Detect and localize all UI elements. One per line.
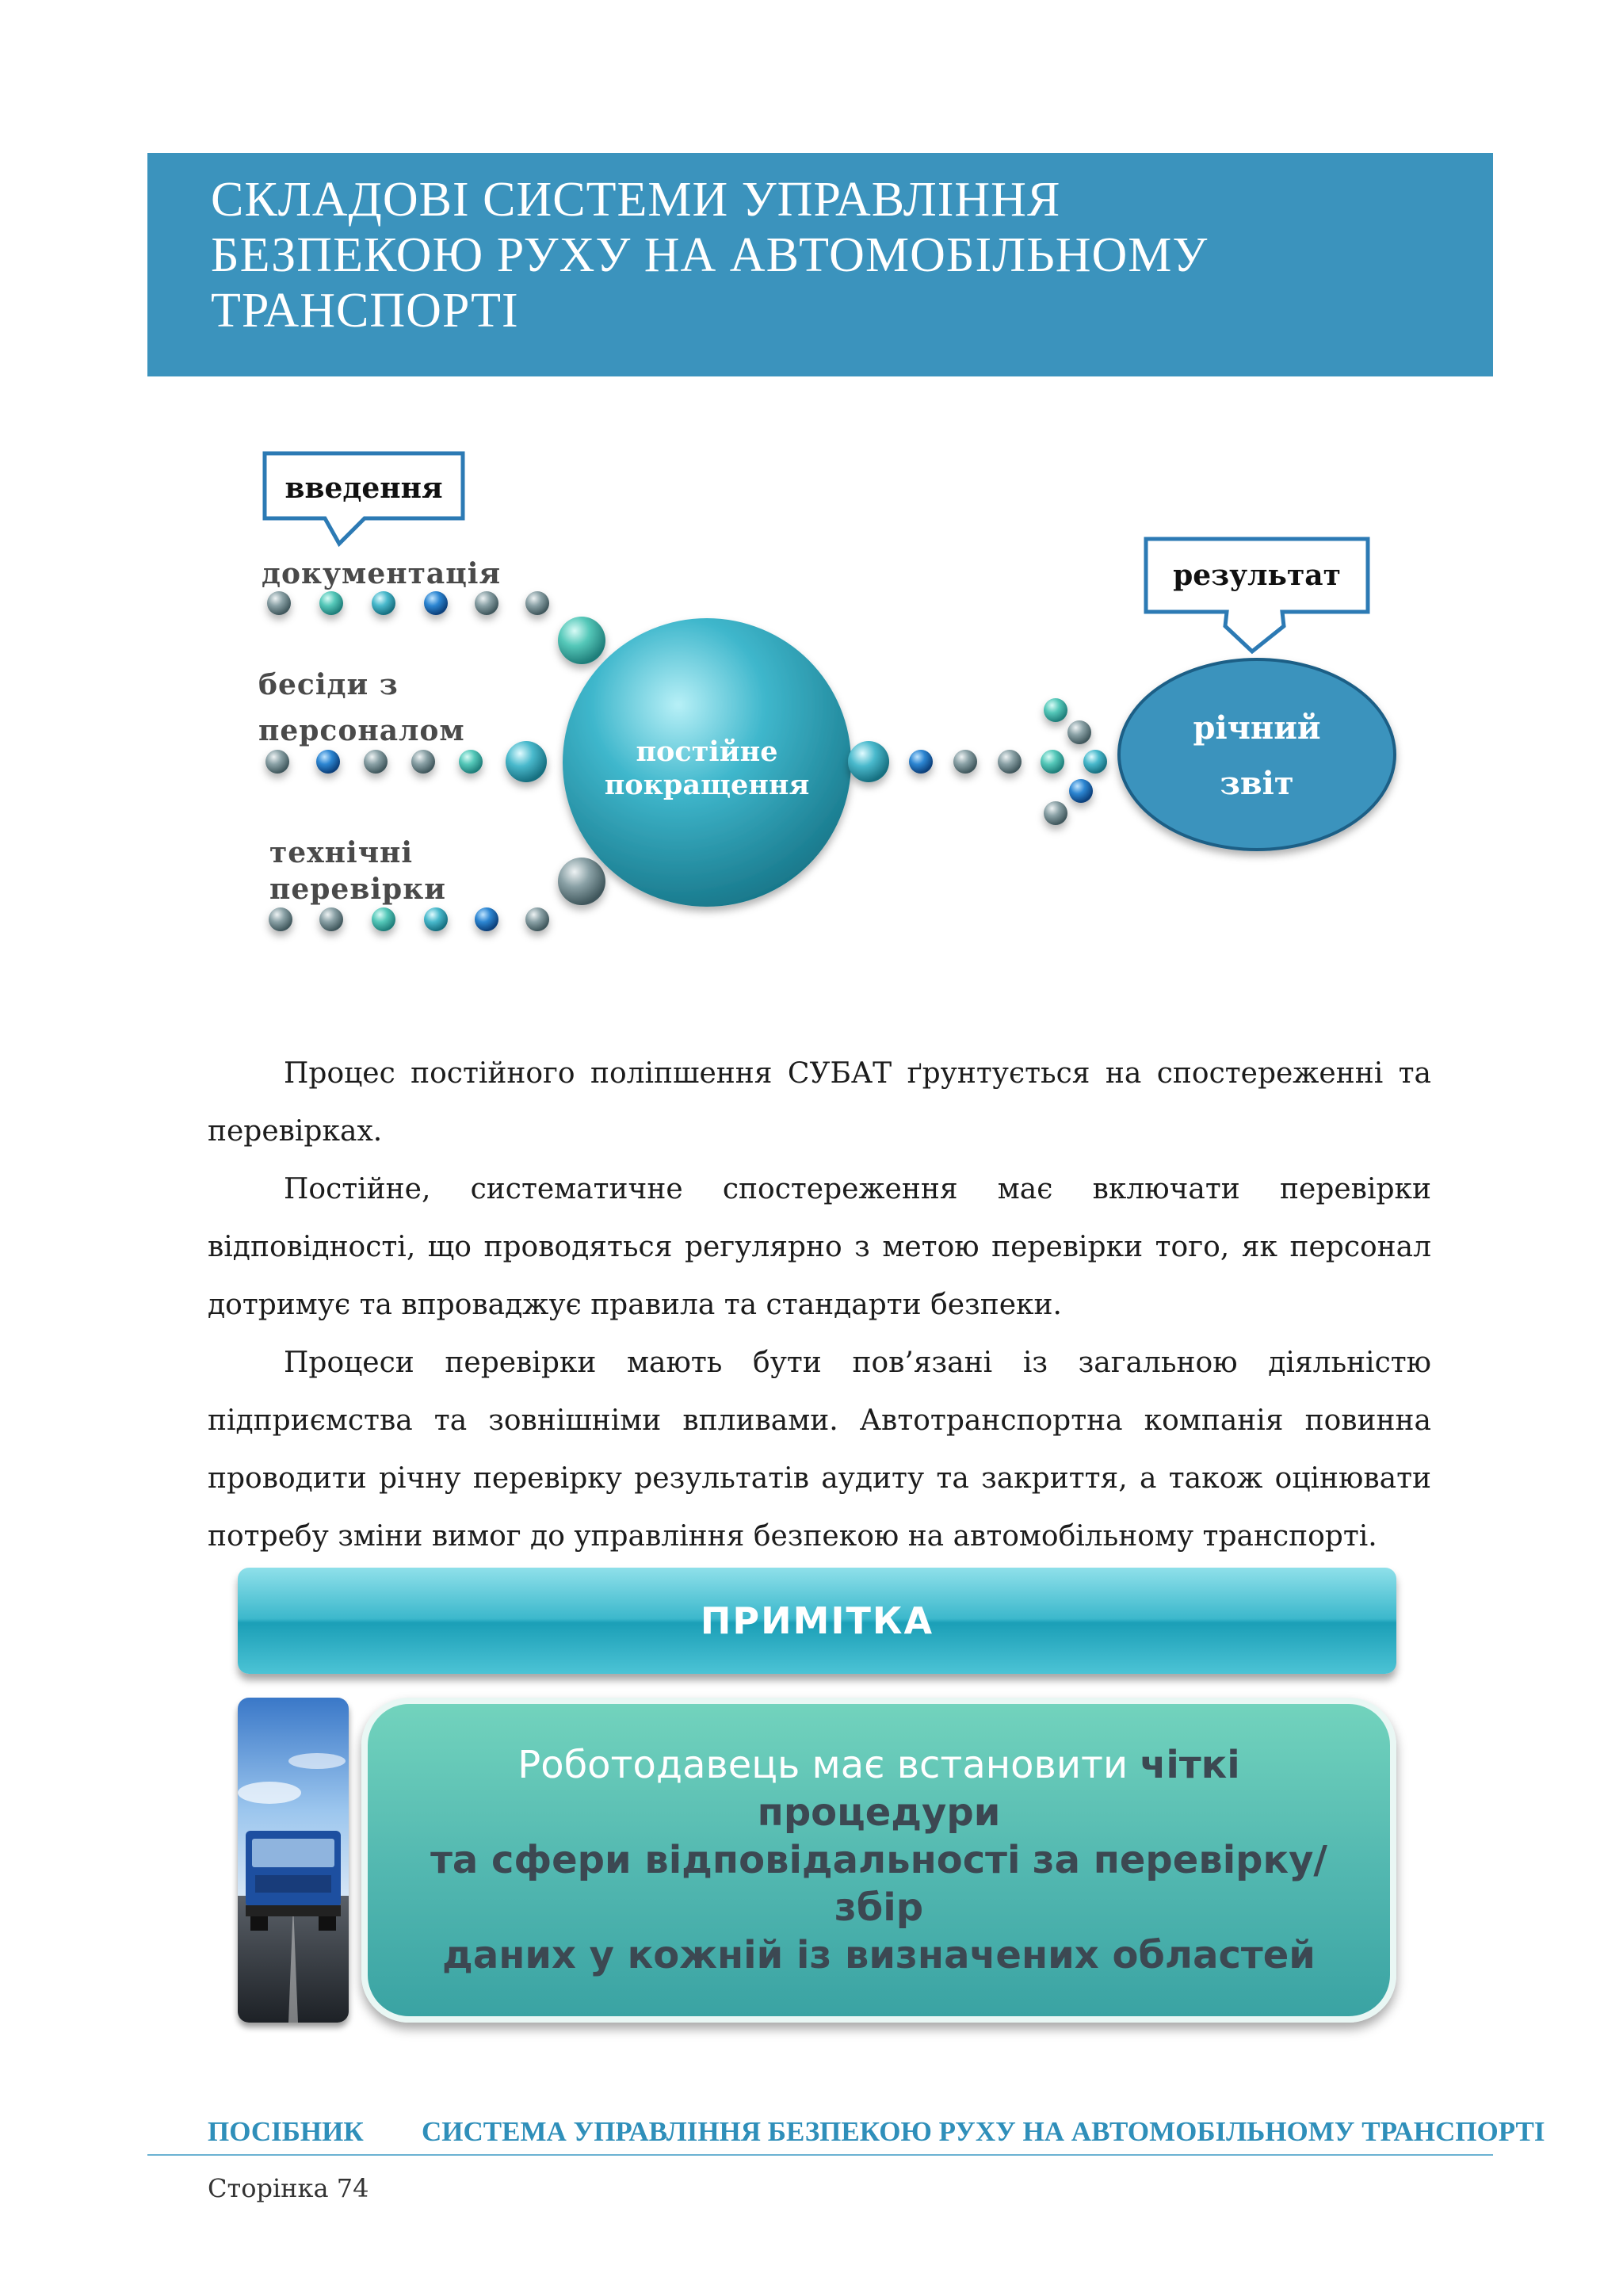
note-header-label: ПРИМІТКА [700, 1599, 934, 1642]
body-text [208, 1045, 1431, 1565]
paragraph-3: Процеси перевірки мають бути пов’язані із загальною діяльністю підприємства та зовнішніми впливами. Автотранспортна компанія повинна проводити річну перевірку результатів аудиту та закриття, а також оцінювати потребу зміни вимог до управління безпекою на автомобільному транспорті. [208, 1347, 1431, 1553]
page-number: Сторінка 74 [208, 2173, 369, 2203]
input-conversations-line2: персоналом [258, 714, 465, 747]
input-conversations-line1: бесіди з [258, 668, 399, 701]
output-callout-label: результат [1173, 559, 1341, 592]
input-inspections-line1: технічні [269, 836, 414, 869]
title-banner [147, 153, 1493, 376]
title-line-2: БЕЗПЕКОЮ РУХУ НА АВТОМОБІЛЬНОМУ [211, 228, 1209, 282]
result-ellipse [1119, 659, 1395, 850]
beads-output [848, 698, 1107, 825]
footer-divider [147, 2154, 1493, 2156]
truck-icon [238, 1698, 349, 2023]
note-box [361, 1698, 1396, 2023]
input-callout [265, 453, 463, 544]
footer-right: СИСТЕМА УПРАВЛІННЯ БЕЗПЕКОЮ РУХУ НА АВТОМОБІЛЬНОМУ ТРАНСПОРТІ [422, 2116, 1545, 2147]
result-label-line2: звіт [1220, 765, 1294, 802]
improvement-diagram [0, 428, 1623, 983]
note-text-bold-4: даних у кожній із визначених областей [442, 1933, 1316, 1977]
note-header [238, 1568, 1396, 1674]
output-callout [1146, 539, 1368, 651]
paragraph-1: Процес постійного поліпшення СУБАТ ґрунтується на спостереженні та перевірках. [208, 1057, 1431, 1148]
center-label-line1: постійне [636, 735, 778, 768]
note-text-bold-1: чіткі процедури [757, 1743, 1240, 1835]
beads-row-documentation [267, 591, 605, 664]
note-text-plain: Роботодавець має встановити [517, 1743, 1140, 1787]
input-callout-label: введення [285, 472, 443, 505]
result-label-line1: річний [1193, 709, 1321, 747]
note-text-bold-3: за перевірку/збір [834, 1838, 1327, 1930]
input-inspections-line2: перевірки [269, 873, 446, 906]
title-line-1: СКЛАДОВІ СИСТЕМИ УПРАВЛІННЯ [211, 173, 1061, 227]
input-documentation: документація [262, 557, 502, 590]
note-text-bold-2: та сфери відповідальності [430, 1838, 1021, 1882]
center-label-line2: покращення [604, 769, 810, 801]
truck-image [238, 1698, 349, 2023]
footer-left: ПОСІБНИК [208, 2116, 364, 2147]
note-text [395, 1741, 1362, 1979]
title-line-3: ТРАНСПОРТІ [211, 284, 519, 338]
center-circle [563, 618, 851, 907]
paragraph-2: Постійне, систематичне спостереження має включати перевірки відповідності, що проводяться регулярно з метою перевірки того, як персонал дотримує та впроваджує правила та стандарти безпеки. [208, 1173, 1431, 1321]
